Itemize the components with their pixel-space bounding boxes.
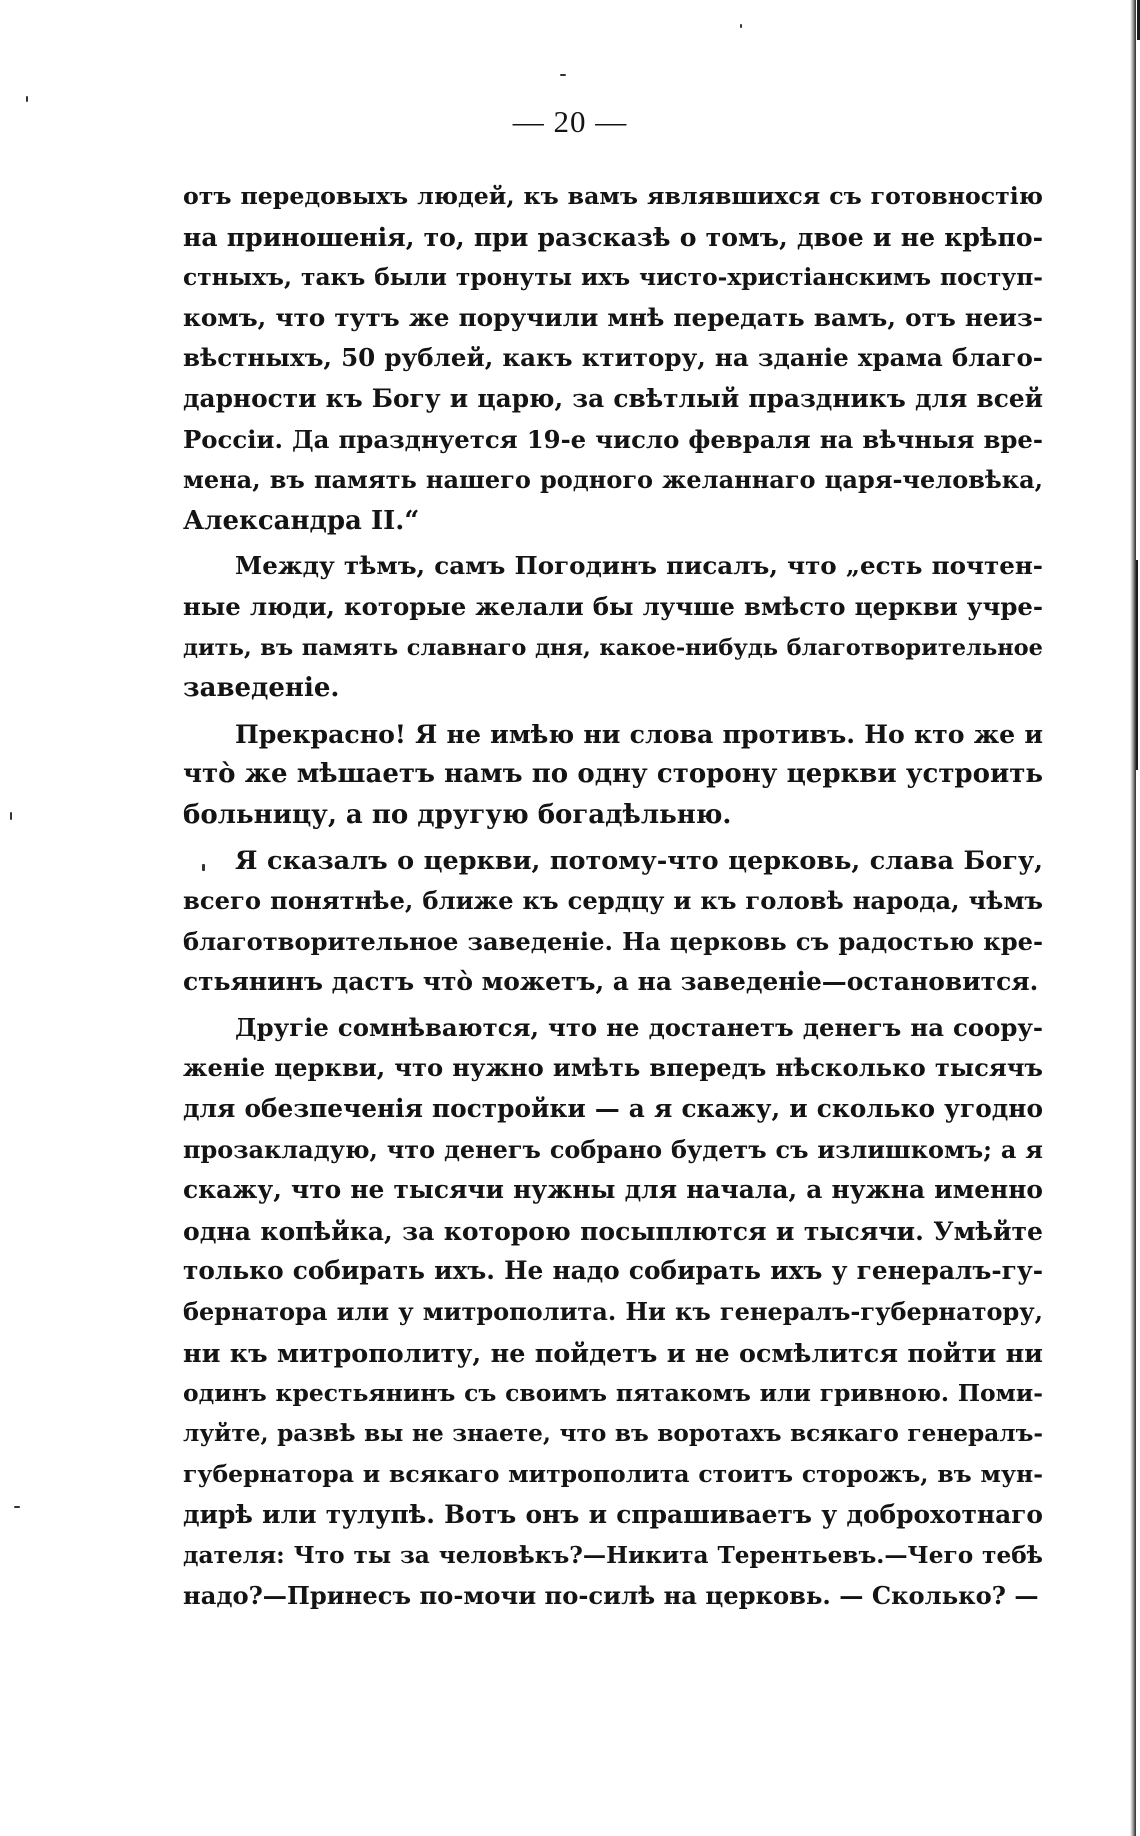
- text-line: мена, въ память нашего родного желаннаго царя-человѣка,: [183, 465, 1043, 495]
- scan-speck: [10, 812, 12, 820]
- scanned-page-edge: [1130, 0, 1136, 1836]
- paragraph: [183, 841, 1043, 1003]
- paragraph: [183, 1008, 1043, 1617]
- text-line: губернатора и всякаго митрополита стоитъ сторожъ, въ мун-: [183, 1460, 1043, 1489]
- text-line: только собирать ихъ. Не надо собирать ихъ у генералъ-гу-: [183, 1256, 1043, 1286]
- text-line: вѣстныхъ, 50 рублей, какъ ктитору, на зданіе храма благо-: [183, 343, 1043, 373]
- text-line: всего понятнѣе, ближе къ сердцу и къ головѣ народа, чѣмъ: [183, 886, 1043, 916]
- text-line: заведеніе.: [183, 673, 340, 704]
- text-line: для обезпеченія постройки — а я скажу, и сколько угодно: [183, 1094, 1043, 1124]
- paragraph: [183, 546, 1043, 708]
- text-line: дирѣ или тулупѣ. Вотъ онъ и спрашиваетъ у доброхотнаго: [183, 1500, 1043, 1529]
- text-line: прозакладую, что денегъ собрано будетъ съ излишкомъ; а я: [183, 1135, 1043, 1164]
- text-line: скажу, что не тысячи нужны для начала, а нужна именно: [183, 1175, 1043, 1205]
- text-line: женіе церкви, что нужно имѣть впередъ нѣсколько тысячъ: [183, 1053, 1043, 1083]
- scan-speck: [560, 74, 566, 76]
- text-line: Россіи. Да празднуется 19-е число февраля на вѣчныя вре-: [183, 424, 1043, 454]
- text-line: комъ, что тутъ же поручили мнѣ передать вамъ, отъ неиз-: [183, 302, 1043, 332]
- text-line: стьянинъ дастъ что̀ можетъ, а на заведеніе—остановится.: [183, 967, 1039, 997]
- text-line: больницу, а по другую богадѣльню.: [183, 799, 732, 830]
- paragraph: [183, 714, 1043, 836]
- body-text: [183, 176, 1043, 1617]
- text-line: Между тѣмъ, самъ Погодинъ писалъ, что „есть почтен-: [235, 551, 1043, 581]
- text-line: дателя: Что ты за человѣкъ?—Никита Терентьевъ.—Чего тебѣ: [183, 1541, 1043, 1569]
- text-line: Я сказалъ о церкви, потому-что церковь, слава Богу,: [235, 845, 1043, 876]
- text-line: Александра II.“: [183, 505, 420, 536]
- text-line: бернатора или у митрополита. Ни къ генералъ-губернатору,: [183, 1297, 1043, 1327]
- scan-speck: [26, 96, 28, 102]
- text-line: одна копѣйка, за которою посыплются и тысячи. Умѣйте: [183, 1215, 1043, 1246]
- text-line: одинъ крестьянинъ съ своимъ пятакомъ или гривною. Поми-: [183, 1379, 1043, 1408]
- text-line: на приношенія, то, при разсказѣ о томъ, двое и не крѣпо-: [183, 221, 1043, 252]
- edge-mark: [1136, 560, 1138, 770]
- text-line: надо?—Принесъ по-мочи по-силѣ на церковь. — Сколько? —: [183, 1581, 1039, 1611]
- text-line: стныхъ, такъ были тронуты ихъ чисто-христіанскимъ поступ-: [183, 263, 1043, 292]
- text-line: отъ передовыхъ людей, къ вамъ являвшихся съ готовностію: [183, 182, 1043, 210]
- text-line: дить, въ память славнаго дня, какое-нибудь благотворительное: [183, 634, 1043, 661]
- text-line: ные люди, которые желали бы лучше вмѣсто церкви учре-: [183, 591, 1043, 621]
- text-line: луйте, развѣ вы не знаете, что въ воротахъ всякаго генералъ-: [183, 1419, 1043, 1447]
- text-line: благотворительное заведеніе. На церковь съ радостью кре-: [183, 926, 1043, 956]
- paragraph: [183, 176, 1043, 541]
- page-number: — 20 —: [512, 104, 628, 139]
- text-line: Другіе сомнѣваются, что не достанетъ денегъ на соору-: [235, 1012, 1043, 1042]
- text-line: дарности къ Богу и царю, за свѣтлый праздникъ для всей: [183, 383, 1043, 413]
- text-line: что̀ же мѣшаетъ намъ по одну сторону церкви устроить: [183, 759, 1043, 790]
- text-line: ни къ митрополиту, не пойдетъ и не осмѣлится пойти ни: [183, 1337, 1043, 1368]
- scan-speck: [740, 24, 742, 28]
- scan-speck: [14, 1506, 20, 1508]
- text-line: Прекрасно! Я не имѣю ни слова противъ. Но кто же и: [235, 718, 1043, 749]
